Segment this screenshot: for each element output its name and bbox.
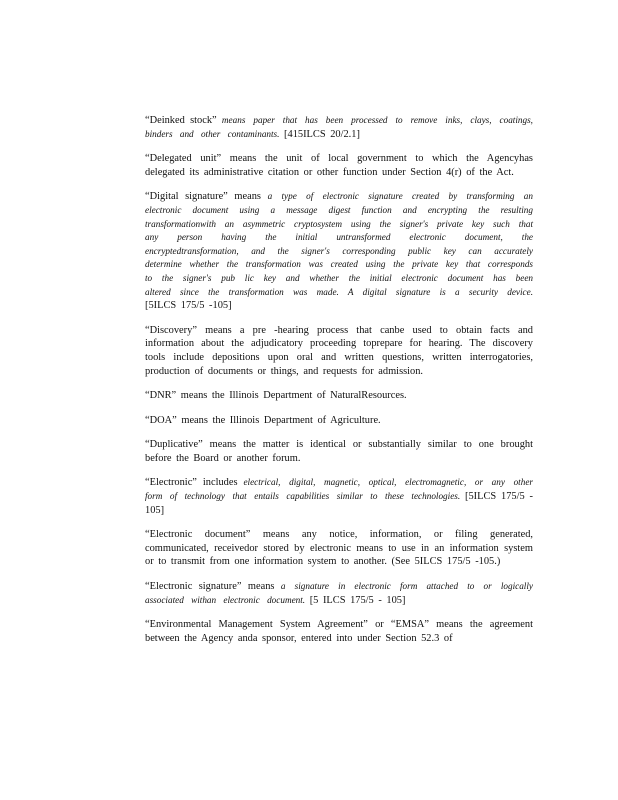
- defined-term: “DNR”: [145, 390, 177, 402]
- definition-text: means the Illinois Department of Agriculture.: [181, 414, 381, 426]
- definition-text: means a pre -hearing process that canbe used to obtain facts and information about the adjudicatory proceeding toprepare for hearing. The discovery tools include depositions upon oral and written questions, written interrogatories, production of documents or things, and requests for admission.: [145, 324, 533, 377]
- definition-lead: means: [234, 191, 261, 203]
- defined-term: “Delegated unit”: [145, 153, 222, 165]
- defined-term: “Deinked stock”: [145, 115, 217, 126]
- definition-entry: [145, 324, 533, 378]
- definition-text: means the matter is identical or substantially similar to one brought before the Board or another forum.: [145, 439, 533, 464]
- defined-term: “Duplicative”: [145, 439, 203, 451]
- definition-entry: [145, 190, 533, 312]
- definitions-list: [145, 114, 533, 656]
- definition-text: a signature in electronic form attached to or logically associated withan electronic document.: [145, 581, 533, 605]
- definition-text: or “EMSA” means the agreement between the Agency anda sponsor, entered into under Section 52.3 of: [145, 619, 533, 644]
- definition-entry: [145, 414, 533, 428]
- statute-citation: [5ILCS 175/5 -105]: [145, 300, 232, 312]
- defined-term: “Electronic document”: [145, 529, 251, 541]
- defined-term: “Discovery”: [145, 324, 197, 336]
- definition-text: means paper that has been processed to remove inks, clays, coatings, binders and other contaminants.: [145, 115, 533, 139]
- definition-entry: [145, 618, 533, 645]
- defined-term: “DOA”: [145, 414, 177, 426]
- definition-text: means the unit of local government to which the Agencyhas delegated its administrative citation or other function under Section 4(r) of the Act.: [145, 153, 533, 178]
- definition-lead: includes: [202, 477, 238, 489]
- statute-citation: [415ILCS 20/2.1]: [284, 128, 360, 140]
- definition-entry: [145, 438, 533, 465]
- defined-term: “Environmental Management System Agreement”: [145, 619, 368, 631]
- definition-text: a type of electronic signature created by transforming an electronic document using a message digest function and encrypting the resulting transformationwith an asymmetric cryptosystem using the signer's private key such that any person having the initial untransformed electronic document, the encryptedtransformation, and the signer's corresponding public key can accurately determine whether the transformation was created using the private key that corresponds to the signer's pub lic key and whether the initial electronic document has been altered since the transformation was made. A digital signature is a security device.: [145, 191, 533, 297]
- definition-text: electrical, digital, magnetic, optical, electromagnetic, or any other form of technology that entails capabilities similar to these technologies.: [145, 477, 533, 502]
- defined-term: “Electronic signature”: [145, 581, 242, 593]
- statute-citation: [5ILCS 175/5 - 105]: [145, 491, 533, 516]
- defined-term: “Digital signature”: [145, 191, 228, 203]
- definition-text: means the Illinois Department of NaturalResources.: [180, 390, 407, 402]
- definition-text: means any notice, information, or filing generated, communicated, receivedor stored by electronic means to use in an information system or to transmit from one information system to another. (See 5ILCS 175/5 -105.): [145, 529, 533, 568]
- definition-entry: [145, 389, 533, 403]
- definition-entry: [145, 476, 533, 517]
- definition-lead: means: [247, 581, 275, 593]
- statute-citation: [5 ILCS 175/5 - 105]: [309, 594, 406, 606]
- definition-entry: [145, 114, 533, 141]
- definition-entry: [145, 580, 533, 607]
- definition-entry: [145, 528, 533, 569]
- definition-entry: [145, 152, 533, 179]
- defined-term: “Electronic”: [145, 477, 197, 489]
